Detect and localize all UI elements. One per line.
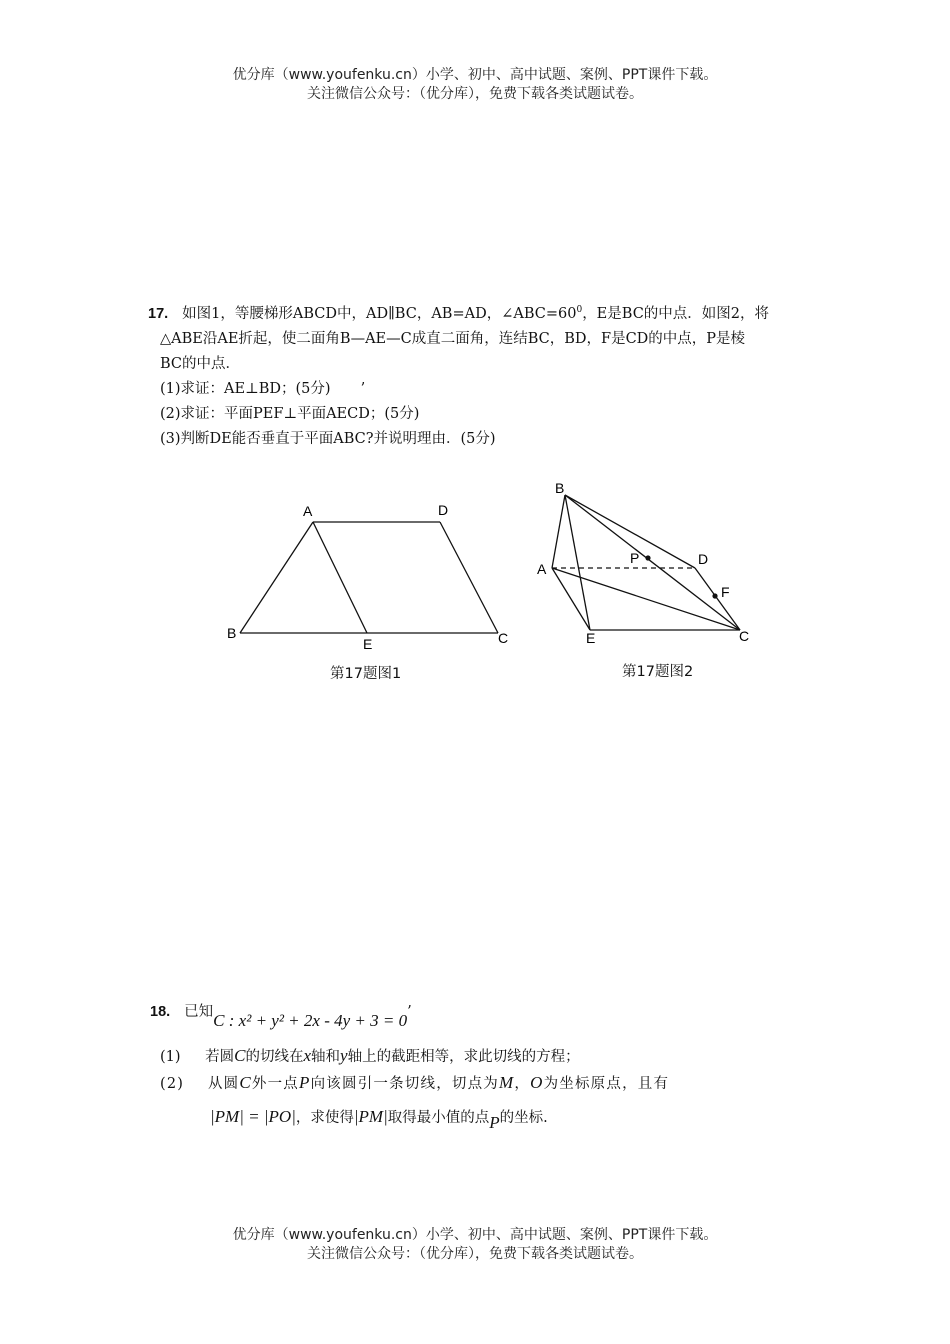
fig1-edge-ab xyxy=(240,522,313,633)
fig2-edge-ac xyxy=(552,568,740,630)
figure-1-trapezoid xyxy=(220,495,520,655)
fig2-label-p: P xyxy=(630,550,640,566)
q18-p1-a: 若圆 xyxy=(205,1049,235,1065)
q17-degree: 0 xyxy=(576,305,583,315)
q18-p2-h: 的坐标. xyxy=(499,1110,548,1126)
q18-p2-pm: |PM| xyxy=(353,1107,388,1126)
q18-intro: 已知 xyxy=(184,1004,214,1020)
q18-p2-g: 取得最小值的点 xyxy=(387,1110,490,1126)
q18-equation: C : x² + y² + 2x - 4y + 3 = 0 xyxy=(213,1011,408,1030)
header-line-1: 优分库（www.youfenku.cn）小学、初中、高中试题、案例、PPT课件下载。 xyxy=(232,67,718,83)
q18-p2-c: C xyxy=(239,1073,252,1092)
q18-p2-d: ， xyxy=(514,1076,531,1092)
fig2-edge-ba xyxy=(552,495,565,568)
q17-line1a: 如图1，等腰梯形ABCD中，AD∥BC，AB=AD，∠ABC=60 xyxy=(182,305,577,322)
fig2-point-f xyxy=(712,593,717,598)
question-17 xyxy=(148,298,818,452)
q17-part1: (1)求证：AE⊥BD；(5分) xyxy=(160,380,331,397)
q18-p1-c: C xyxy=(234,1046,246,1065)
fig2-point-p xyxy=(645,555,650,560)
figure-2-folded xyxy=(530,475,760,650)
q18-p1-num: (1) xyxy=(160,1049,181,1065)
fig1-edge-dc xyxy=(440,522,498,633)
fig2-label-f: F xyxy=(721,584,730,600)
q18-intro-end: ’ xyxy=(407,1004,412,1020)
q17-line1b: ，E是BC的中点．如图2，将 xyxy=(582,305,770,322)
question-18-number: 18. xyxy=(150,1004,171,1020)
q18-p2-c2: 向该圆引一条切线，切点为 xyxy=(310,1076,500,1092)
fig2-label-e: E xyxy=(586,630,596,646)
fig2-label-b: B xyxy=(555,480,565,496)
fig1-caption: 第17题图1 xyxy=(330,666,402,682)
q18-p2-eq: |PM| = |PO| xyxy=(210,1107,296,1126)
fig2-edge-dc xyxy=(695,568,740,630)
q18-p1-b: 的切线在 xyxy=(245,1049,304,1065)
question-17-number: 17. xyxy=(148,305,169,322)
footer-line-2: 关注微信公众号：（优分库），免费下载各类试题试卷。 xyxy=(307,1246,643,1262)
q17-line2: △ABE沿AE折起，使二面角B—AE—C成直二面角，连结BC，BD，F是CD的中点，P是棱 xyxy=(160,330,746,347)
fig2-caption: 第17题图2 xyxy=(622,664,694,680)
q18-p2-num: (2) xyxy=(160,1076,185,1092)
q18-p1-x: x xyxy=(303,1046,312,1065)
q18-p1-y: y xyxy=(340,1046,348,1065)
fig1-label-a: A xyxy=(303,503,313,519)
question-18-intro xyxy=(150,1000,412,1030)
header-line-2: 关注微信公众号：（优分库），免费下载各类试题试卷。 xyxy=(307,86,643,102)
q18-part2 xyxy=(160,1072,669,1093)
q17-part1-mark: ’ xyxy=(360,380,366,397)
fig1-label-b: B xyxy=(227,625,237,641)
fig1-edge-ae xyxy=(313,522,367,633)
page-footer xyxy=(0,1226,950,1264)
q18-p2-p: P xyxy=(299,1073,311,1092)
fig2-label-d: D xyxy=(698,551,709,567)
q18-p2-f: ，求使得 xyxy=(295,1110,354,1126)
fig2-label-a: A xyxy=(537,561,547,577)
q18-part1 xyxy=(160,1045,580,1066)
q18-p1-d: 轴上的截距相等，求此切线的方程； xyxy=(347,1049,580,1065)
fig1-label-c: C xyxy=(498,630,509,646)
fig2-label-c: C xyxy=(739,628,750,644)
q18-p1-c2: 轴和 xyxy=(311,1049,341,1065)
fig2-edge-bc xyxy=(565,495,740,630)
q18-p2-p2: P xyxy=(489,1113,500,1132)
q18-p2-o: O xyxy=(530,1073,544,1092)
q18-p2-m: M xyxy=(499,1073,515,1092)
fig1-label-e: E xyxy=(363,636,373,652)
q17-part2: (2)求证：平面PEF⊥平面AECD；(5分) xyxy=(160,405,420,422)
q17-part3: (3)判断DE能否垂直于平面ABC?并说明理由．(5分) xyxy=(160,430,496,447)
page-header xyxy=(0,66,950,104)
q18-p2-a: 从圆 xyxy=(207,1076,240,1092)
q18-p2-e: 为坐标原点，且有 xyxy=(543,1076,670,1092)
footer-line-1: 优分库（www.youfenku.cn）小学、初中、高中试题、案例、PPT课件下载。 xyxy=(232,1227,718,1243)
q18-p2-b: 外一点 xyxy=(251,1076,300,1092)
q18-part2-line2 xyxy=(210,1106,548,1132)
fig1-label-d: D xyxy=(438,502,449,518)
q17-line3: BC的中点． xyxy=(160,355,241,372)
